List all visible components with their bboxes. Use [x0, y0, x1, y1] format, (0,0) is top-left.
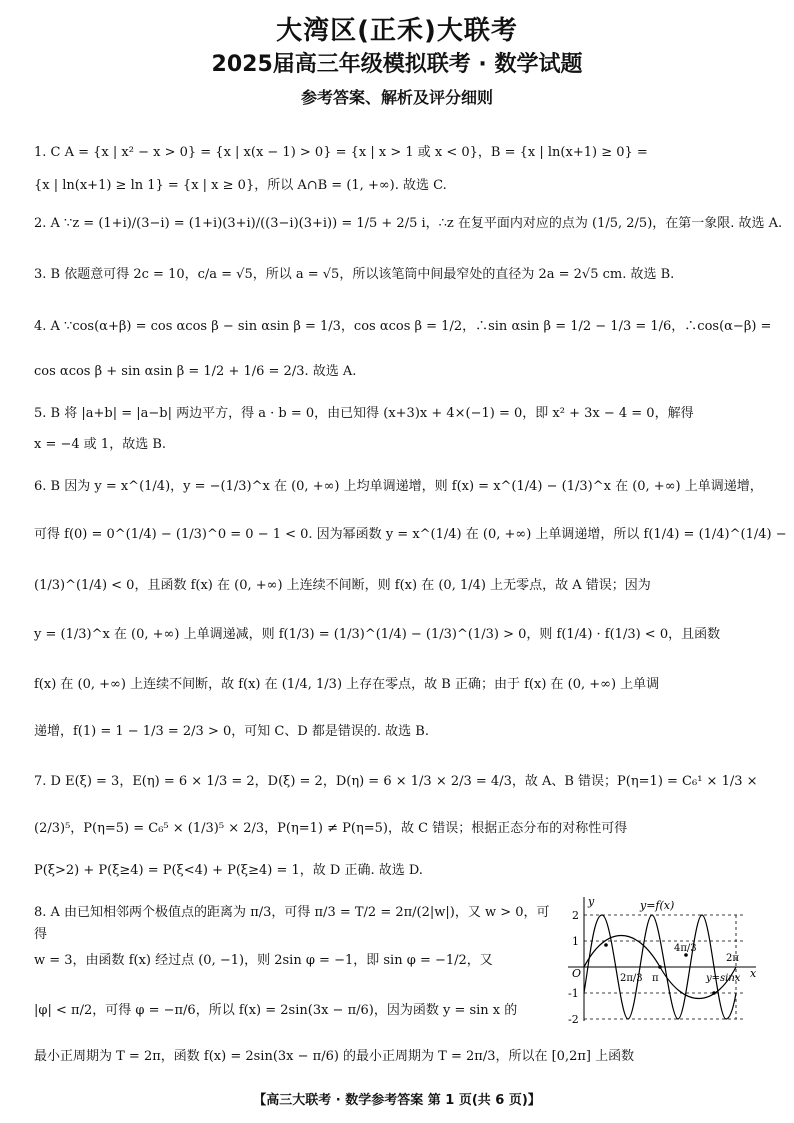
answer-line-18: 8. A 由已知相邻两个极值点的距离为 π/3，可得 π/3 = T/2 = 2π/(2|w|)，又 w > 0，可得: [34, 905, 550, 942]
intersection-point: [658, 965, 662, 969]
answer-line-16: (2/3)⁵，P(η=5) = C₆⁵ × (1/3)⁵ × 2/3，P(η=1) ≠ P(η=5)，故 C 错误；根据正态分布的对称性可得: [34, 821, 628, 836]
answer-line-5: 4. A ∵cos(α+β) = cos αcos β − sin αsin β = 1/3，cos αcos β = 1/2，∴sin αsin β = 1/2 − 1/3 = 1/6，∴cos(α−β) =: [34, 319, 772, 334]
answer-line-21: 最小正周期为 T = 2π，函数 f(x) = 2sin(3x − π/6) 的最小正周期为 T = 2π/3，所以在 [0,2π] 上函数: [34, 1049, 635, 1064]
answer-line-14: 递增，f(1) = 1 − 1/3 = 2/3 > 0，可知 C、D 都是错误的. 故选 B.: [34, 724, 429, 739]
tick-y1: 1: [572, 935, 579, 948]
sin-label: y=sinx: [706, 973, 741, 984]
answer-line-20: |φ| < π/2，可得 φ = −π/6，所以 f(x) = 2sin(3x − π/6)，因为函数 y = sin x 的: [34, 1003, 518, 1018]
answer-line-13: f(x) 在 (0, +∞) 上连续不间断，故 f(x) 在 (1/4, 1/3) 上存在零点，故 B 正确；由于 f(x) 在 (0, +∞) 上单调: [34, 677, 660, 692]
f-label: y=f(x): [640, 899, 675, 912]
answer-line-17: P(ξ>2) + P(ξ≥4) = P(ξ<4) + P(ξ≥4) = 1，故 D 正确. 故选 D.: [34, 863, 423, 878]
exam-title: 大湾区(正禾)大联考: [276, 16, 518, 46]
answer-line-12: y = (1/3)^x 在 (0, +∞) 上单调递减，则 f(1/3) = (1/3)^(1/4) − (1/3)^(1/3) > 0，则 f(1/4) · f(1/3) < 0，且函数: [34, 627, 721, 642]
origin-label: O: [572, 967, 582, 980]
page-footer: 【高三大联考 · 数学参考答案 第 1 页(共 6 页)】: [253, 1093, 541, 1108]
answer-line-2: {x | ln(x+1) ≥ ln 1} = {x | x ≥ 0}，所以 A∩B = (1, +∞). 故选 C.: [34, 178, 447, 193]
document-header: [0, 14, 794, 110]
tick-yneg2: -2: [568, 1013, 579, 1023]
tick-pi: π: [652, 973, 659, 984]
answer-line-8: x = −4 或 1，故选 B.: [34, 437, 167, 452]
answer-line-11: (1/3)^(1/4) < 0，且函数 f(x) 在 (0, +∞) 上连续不间断，则 f(x) 在 (0, 1/4) 上无零点，故 A 错误；因为: [34, 578, 651, 593]
exam-subtitle: 2025届高三年级模拟联考 · 数学试题: [211, 52, 583, 77]
answer-key-title: 参考答案、解析及评分细则: [300, 88, 493, 107]
answer-line-3: 2. A ∵z = (1+i)/(3−i) = (1+i)(3+i)/((3−i)(3+i)) = 1/5 + 2/5 i，∴z 在复平面内对应的点为 (1/5, 2/5)，在第一象限. 故选 A.: [34, 216, 783, 231]
y-axis-label: y: [588, 895, 595, 908]
answer-line-9: 6. B 因为 y = x^(1/4)，y = −(1/3)^x 在 (0, +∞) 上均单调递增，则 f(x) = x^(1/4) − (1/3)^x 在 (0, +∞) 上单调递增，: [34, 479, 763, 494]
answer-line-15: 7. D E(ξ) = 3，E(η) = 6 × 1/3 = 2，D(ξ) = 2，D(η) = 6 × 1/3 × 2/3 = 4/3，故 A、B 错误；P(η=1) = C₆¹ × 1/3 ×: [34, 774, 758, 789]
intersection-point: [712, 991, 716, 995]
answer-line-1: 1. C A = {x | x² − x > 0} = {x | x(x − 1) > 0} = {x | x > 1 或 x < 0}，B = {x | ln(x+1) ≥ 0} =: [34, 145, 648, 160]
answer-line-10: 可得 f(0) = 0^(1/4) − (1/3)^0 = 0 − 1 < 0. 因为幂函数 y = x^(1/4) 在 (0, +∞) 上单调递增，所以 f(1/4) = (1/4)^(1/4) −: [34, 527, 787, 542]
answer-line-6: cos αcos β + sin αsin β = 1/2 + 1/6 = 2/3. 故选 A.: [34, 364, 357, 379]
tick-2pi3: 2π/3: [620, 973, 643, 984]
tick-y2: 2: [572, 909, 579, 922]
tick-yneg1: -1: [568, 987, 579, 1000]
answer-line-19: w = 3，由函数 f(x) 经过点 (0, −1)，则 2sin φ = −1，即 sin φ = −1/2，又: [34, 953, 493, 968]
answer-line-7: 5. B 将 |a+b| = |a−b| 两边平方，得 a · b = 0，由已知得 (x+3)x + 4×(−1) = 0，即 x² + 3x − 4 = 0，解得: [34, 406, 694, 421]
intersection-point: [604, 943, 608, 947]
tick-4pi3: 4π/3: [674, 943, 697, 954]
function-graph: [566, 895, 760, 1023]
tick-2pi: 2π: [726, 953, 739, 964]
answer-line-4: 3. B 依题意可得 2c = 10，c/a = √5，所以 a = √5，所以该笔筒中间最窄处的直径为 2a = 2√5 cm. 故选 B.: [34, 267, 675, 282]
x-axis-label: x: [750, 967, 757, 980]
